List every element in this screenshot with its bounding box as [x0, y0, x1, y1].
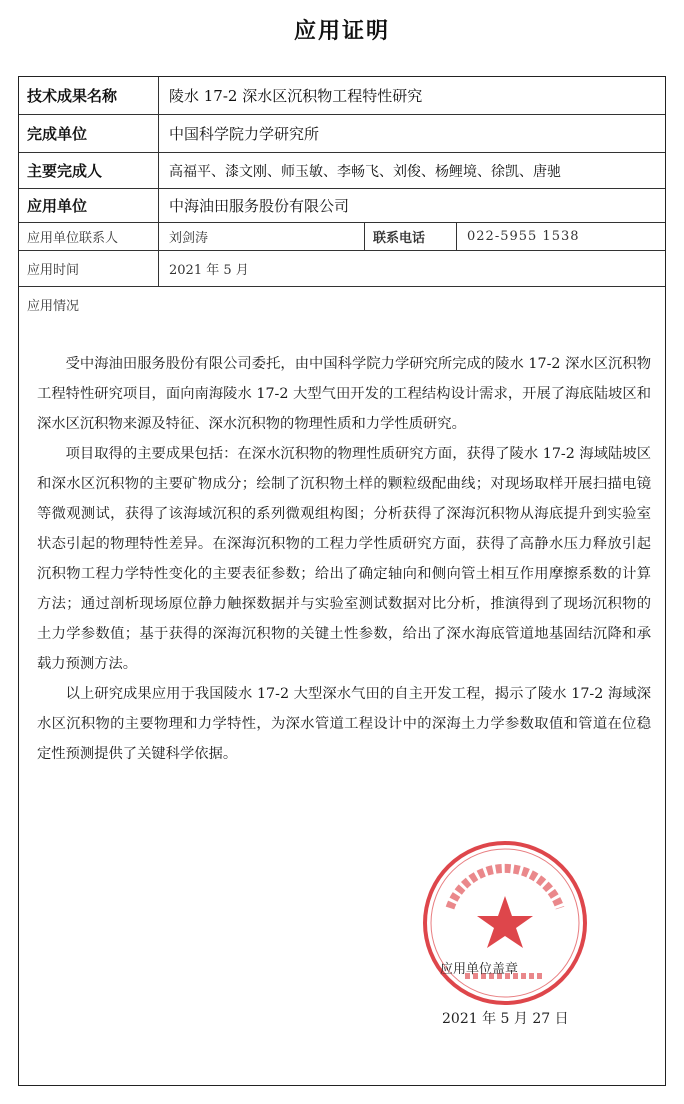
application-unit-label: 应用单位: [19, 189, 159, 222]
achievement-name-value: 陵水 17-2 深水区沉积物工程特性研究: [169, 87, 423, 105]
row-achievement-name: [19, 77, 665, 115]
application-situation-label: 应用情况: [27, 298, 80, 314]
row-application-unit: [19, 189, 665, 223]
main-contributors-label: 主要完成人: [19, 153, 159, 188]
completing-unit-value: 中国科学院力学研究所: [169, 125, 320, 143]
phone-label: 联系电话: [365, 223, 457, 250]
page-title: 应用证明: [293, 18, 390, 44]
completing-unit-label: 完成单位: [19, 115, 159, 152]
application-unit-value: 中海油田服务股份有限公司: [169, 197, 350, 215]
row-main-contributors: [19, 153, 665, 189]
application-situation-text: [37, 349, 651, 769]
row-application-time: [19, 251, 665, 287]
paragraph-application: 以上研究成果应用于我国陵水 17-2 大型深水气田的自主开发工程，揭示了陵水 17-2 海域深水区沉积物的主要物理和力学特性，为深水管道工程设计中的深海土力学参数取值和管道在位稳定性预测提供了关键科学依据。: [37, 686, 651, 762]
paragraph-intro: 受中海油田服务股份有限公司委托，由中国科学院力学研究所完成的陵水 17-2 深水区沉积物工程特性研究项目，面向南海陵水 17-2 大型气田开发的工程结构设计需求，开展了海底陆坡区和深水区沉积物来源及特征、深水沉积物的物理性质和力学性质研究。: [37, 356, 651, 432]
row-application-situation: [19, 287, 665, 321]
paragraph-results: 项目取得的主要成果包括：在深水沉积物的物理性质研究方面，获得了陵水 17-2 海域陆坡区和深水区沉积物的主要矿物成分；绘制了沉积物土样的颗粒级配曲线；对现场取样开展扫描电镜等微观测试，获得了该海域沉积的系列微观组构图；分析获得了深海沉积物从海底提升到实验室状态引起的物理特性差异。在深海沉积物的工程力学性质研究方面，获得了高静水压力释放引起沉积物工程力学特性变化的主要表征参数；给出了确定轴向和侧向管土相互作用摩擦系数的计算方法；通过剖析现场原位静力触探数据并与实验室测试数据对比分析，推演得到了现场沉积物的土力学参数值；基于获得的深海沉积物的关键土性参数，给出了深水海底管道地基固结沉降和承载力预测方法。: [37, 446, 651, 672]
seal-date: 2021 年 5 月 27 日: [442, 1011, 569, 1027]
contact-label: 应用单位联系人: [19, 223, 159, 250]
seal-label: 应用单位盖章: [440, 962, 519, 977]
row-contact: [19, 223, 665, 251]
official-seal-icon: [420, 838, 590, 1008]
row-completing-unit: [19, 115, 665, 153]
phone-value: 022-5955 1538: [467, 229, 580, 244]
achievement-name-label: 技术成果名称: [19, 77, 159, 114]
application-time-value: 2021 年 5 月: [169, 263, 249, 278]
main-contributors-value: 高福平、漆文刚、师玉敏、李畅飞、刘俊、杨鲤境、徐凯、唐驰: [169, 163, 561, 180]
application-time-label: 应用时间: [19, 251, 159, 286]
contact-value: 刘剑涛: [159, 223, 365, 250]
